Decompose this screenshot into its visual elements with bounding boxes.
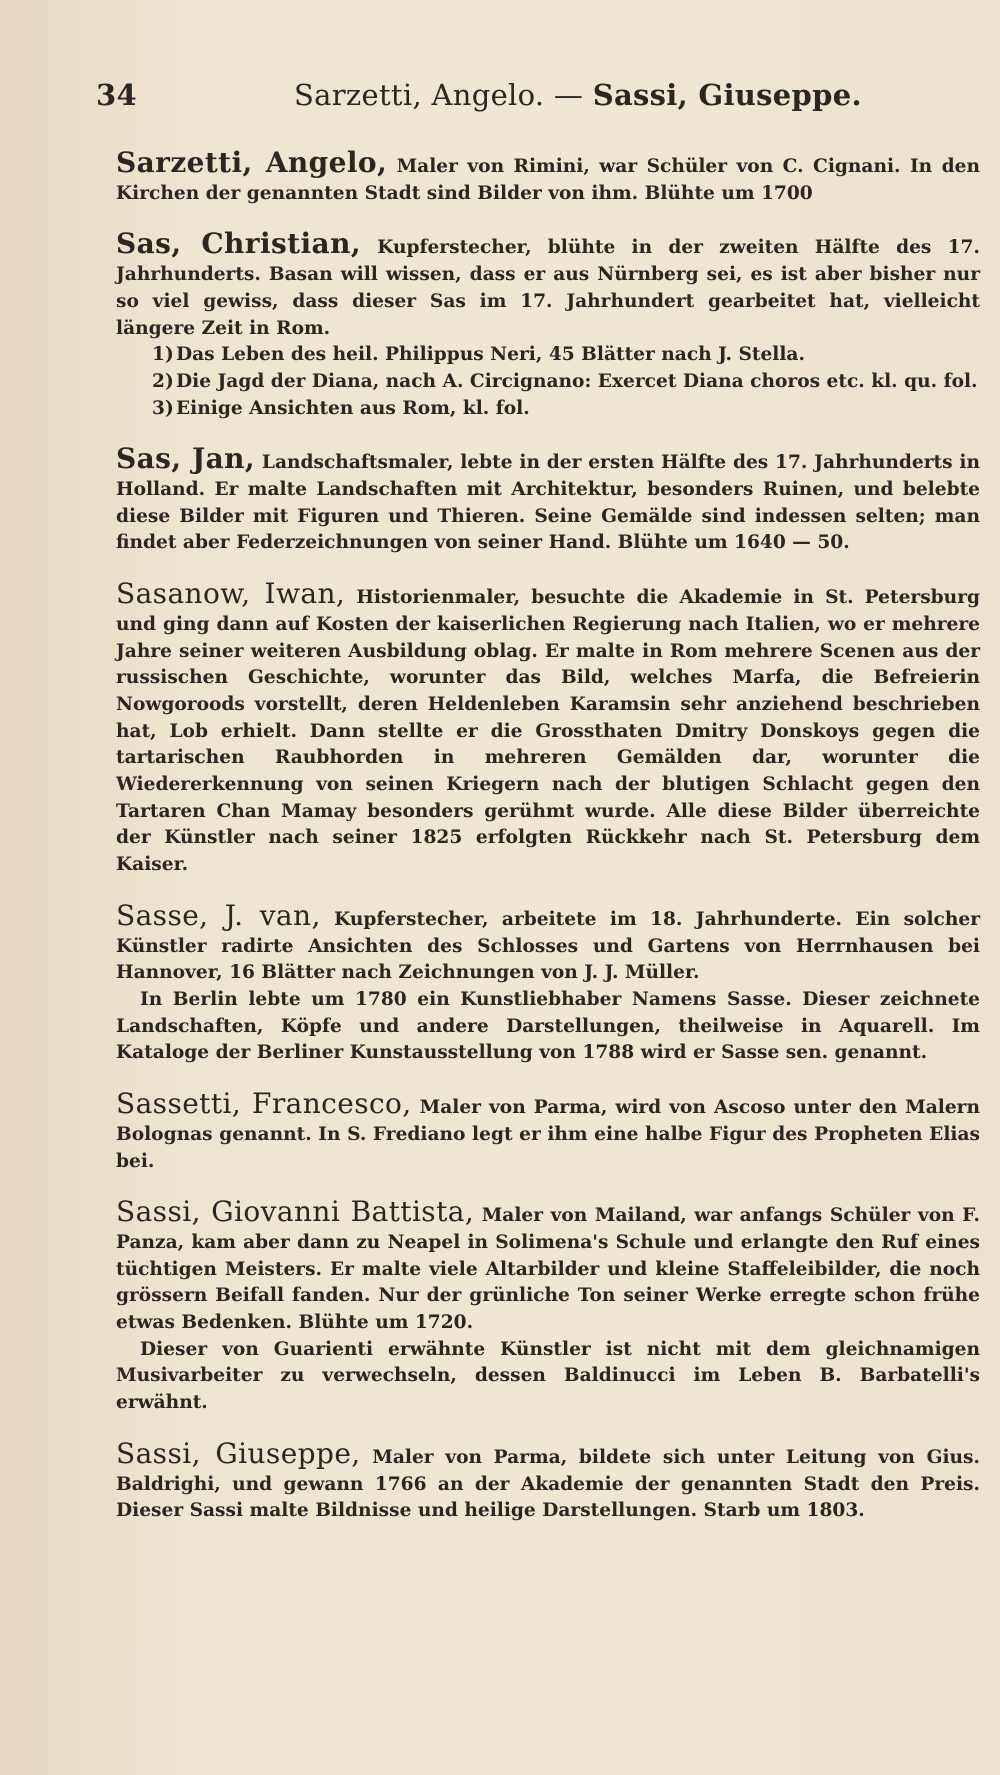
entry-sassi-giovanni bbox=[116, 1195, 980, 1417]
entry-text: Kupferstecher, blühte in der zweiten Hälfte des 17. Jahrhunderts. Basan will wissen, dass er aus Nürnberg sei, es ist aber bisher nur so viel gewiss, dass dieser Sas im 17. Jahrhundert gearbeitet hat, vielleicht längere Zeit in Rom. bbox=[116, 237, 980, 339]
entry-text: Maler von Parma, wird von Ascoso unter den Malern Bolognas genannt. In S. Frediano legt er ihm eine halbe Figur des Propheten Elias bei. bbox=[116, 1097, 981, 1172]
entry-sasse bbox=[116, 898, 980, 1067]
entry-headword: Sassi, Giovanni Battista, bbox=[116, 1195, 475, 1229]
entry-text: Kupferstecher, arbeitete im 18. Jahrhunderte. Ein solcher Künstler radirte Ansichten des Schlosses und Gartens von Herrnhausen bei Hannover, 16 Blätter nach Zeichnungen von J. J. Müller. bbox=[116, 908, 980, 984]
entry-headword: Sarzetti, Angelo, bbox=[116, 146, 388, 179]
list-item: 3) Einige Ansichten aus Rom, kl. fol. bbox=[152, 397, 530, 419]
entry-list bbox=[116, 146, 981, 1525]
entry-sas-christian bbox=[116, 227, 980, 422]
list-item: 2) Die Jagd der Diana, nach A. Circignano: Exercet Diana choros etc. kl. qu. fol. bbox=[152, 370, 978, 392]
list-item: 1) Das Leben des heil. Philippus Neri, 45 Blätter nach J. Stella. bbox=[152, 344, 805, 366]
entry-paragraph: In Berlin lebte um 1780 ein Kunstliebhaber Namens Sasse. Dieser zeichnete Landschaften, Köpfe und andere Darstellungen, theilweise in Aquarell. Im Kataloge der Berliner Kunstausstellung von 1788 wird er Sasse sen. genannt. bbox=[116, 988, 980, 1064]
entry-headword: Sas, Jan, bbox=[116, 442, 256, 476]
entry-headword: Sassi, Giuseppe, bbox=[116, 1436, 361, 1470]
entry-sasanow bbox=[116, 577, 980, 879]
entry-text: Historienmaler, besuchte die Akademie in St. Petersburg und ging dann auf Kosten der kaiserlichen Regierung nach Italien, wo er mehrere Jahre seiner weiteren Ausbildung oblag. Er malte in Rom mehrere Scenen aus der russischen Geschichte, worunter das Bild, welches Marfa, die Befreierin Nowgoroods vorstellt, deren Heldenleben Karamsin sehr anziehend beschrieben hat, Lob erhielt. Dann stellte er die Grossthaten Dmitry Donskoys gegen die tartarischen Raubhorden in mehreren Gemälden dar, worunter die Wiedererkennung von seinen Kriegern nach der blutigen Schlacht gegen den Tartaren Chan Mamay besonders gerühmt wurde. Alle diese Bilder überreichte der Künstler nach seiner 1825 erfolgten Rückkehr nach St. Petersburg dem Kaiser. bbox=[116, 587, 980, 876]
entry-text: Landschaftsmaler, lebte in der ersten Hälfte des 17. Jahrhunderts in Holland. Er malte Landschaften mit Architektur, besonders Ruinen, und belebte diese Bilder mit Figuren und Thieren. Seine Gemälde sind indessen selten; man findet aber Federzeichnungen von seiner Hand. Blühte um 1640 — 50. bbox=[116, 452, 980, 554]
entry-headword: Sas, Christian, bbox=[116, 227, 361, 261]
entry-sassi-giuseppe bbox=[116, 1436, 980, 1525]
running-head bbox=[294, 78, 862, 112]
entry-text: Maler von Parma, bildete sich unter Leitung von Gius. Baldrighi, und gewann 1766 an der Akademie der genannten Stadt den Preis. Dieser Sassi malte Bildnisse und heilige Darstellungen. Starb um 1803. bbox=[116, 1446, 980, 1522]
entry-headword: Sasse, J. van, bbox=[116, 898, 321, 932]
page-number: 34 bbox=[96, 78, 137, 112]
entry-paragraph: Dieser von Guarienti erwähnte Künstler ist nicht mit dem gleichnamigen Musivarbeiter zu verwechseln, dessen Baldinucci im Leben B. Barbatelli's erwähnt. bbox=[116, 1338, 980, 1414]
entry-sassetti bbox=[116, 1087, 981, 1175]
entry-sarzetti bbox=[116, 146, 980, 207]
entry-text: Maler von Rimini, war Schüler von C. Cignani. In den Kirchen der genannten Stadt sind Bilder von ihm. Blühte um 1700 bbox=[116, 156, 980, 204]
entry-sas-jan bbox=[116, 442, 980, 557]
running-head-start: Sarzetti, Angelo. — bbox=[294, 78, 584, 112]
page-header bbox=[96, 78, 980, 118]
running-head-end: Sassi, Giuseppe. bbox=[592, 78, 862, 112]
entry-headword: Sasanow, Iwan, bbox=[116, 577, 346, 611]
entry-text: Maler von Mailand, war anfangs Schüler von F. Panza, kam aber dann zu Neapel in Solimena's Schule und erlangte den Ruf eines tüchtigen Meisters. Er malte viele Altarbilder und kleine Staffeleibilder, die noch grössern Beifall fanden. Nur der grünliche Ton seiner Werke erregte schon frühe etwas Bedenken. Blühte um 1720. bbox=[116, 1205, 980, 1334]
entry-headword: Sassetti, Francesco, bbox=[116, 1087, 412, 1121]
